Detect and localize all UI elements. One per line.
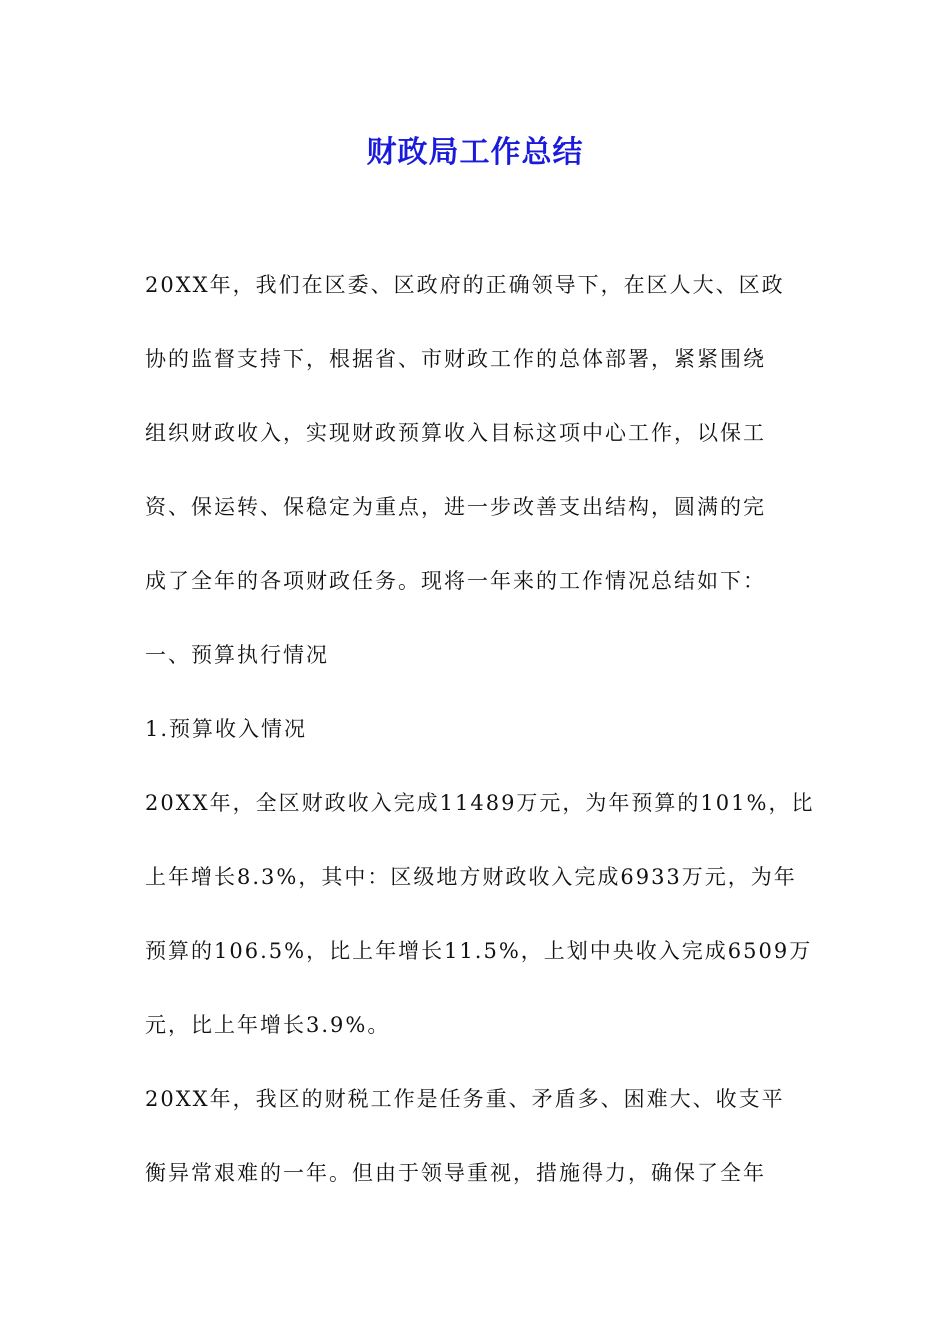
paragraph-line: 20XX年，我们在区委、区政府的正确领导下，在区人大、区政 xyxy=(145,273,785,297)
paragraph-line: 元，比上年增长3.9%。 xyxy=(145,1013,391,1037)
document-body xyxy=(145,248,815,1210)
paragraph-line: 20XX年，全区财政收入完成11489万元，为年预算的101%，比 xyxy=(145,791,815,815)
paragraph-line: 成了全年的各项财政任务。现将一年来的工作情况总结如下： xyxy=(145,569,766,593)
paragraph-line: 协的监督支持下，根据省、市财政工作的总体部署，紧紧围绕 xyxy=(145,347,766,371)
paragraph-line: 资、保运转、保稳定为重点，进一步改善支出结构，圆满的完 xyxy=(145,495,766,519)
paragraph-line: 预算的106.5%，比上年增长11.5%，上划中央收入完成6509万 xyxy=(145,939,813,963)
paragraph-line: 衡异常艰难的一年。但由于领导重视，措施得力，确保了全年 xyxy=(145,1161,766,1185)
paragraph-line: 20XX年，我区的财税工作是任务重、矛盾多、困难大、收支平 xyxy=(145,1087,785,1111)
document-title: 财政局工作总结 xyxy=(366,135,584,170)
subsection-heading: 1.预算收入情况 xyxy=(145,717,308,741)
section-heading: 一、预算执行情况 xyxy=(145,643,329,667)
paragraph-line: 上年增长8.3%，其中：区级地方财政收入完成6933万元，为年 xyxy=(145,865,797,889)
paragraph-line: 组织财政收入，实现财政预算收入目标这项中心工作，以保工 xyxy=(145,421,766,445)
